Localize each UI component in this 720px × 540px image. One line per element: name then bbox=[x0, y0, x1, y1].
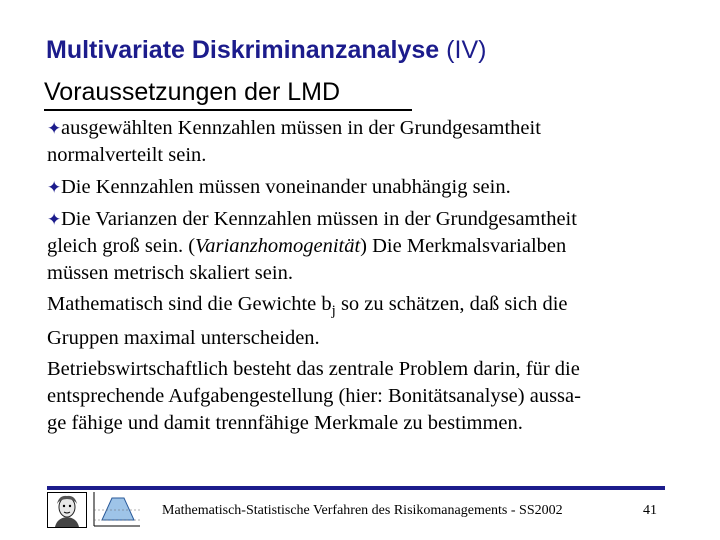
page-number: 41 bbox=[643, 503, 657, 518]
bullet-item bbox=[47, 115, 687, 169]
math-paragraph bbox=[47, 291, 687, 352]
subtitle-underline bbox=[44, 109, 412, 111]
slide-title bbox=[46, 36, 486, 65]
portrait-logo-icon bbox=[47, 492, 87, 528]
bullet-item bbox=[47, 206, 687, 287]
bullet-text: müssen metrisch skaliert sein. bbox=[47, 262, 293, 284]
paragraph-text: so zu schätzen, daß sich die bbox=[335, 293, 568, 315]
star-bullet-icon: ✦ bbox=[47, 178, 62, 197]
paragraph-text: Gruppen maximal unterscheiden. bbox=[47, 327, 320, 349]
emphasis-text: Varianzhomogenität bbox=[195, 235, 361, 257]
paragraph-text: Mathematisch sind die Gewichte b bbox=[47, 293, 332, 315]
star-bullet-icon: ✦ bbox=[47, 210, 62, 229]
slide-subtitle: Voraussetzungen der LMD bbox=[44, 78, 341, 106]
subscript-text: j bbox=[331, 303, 336, 319]
distribution-graph-icon bbox=[90, 490, 142, 530]
bullet-text: ) Die Merkmalsvarialben bbox=[360, 235, 567, 257]
bullet-text: normalverteilt sein. bbox=[47, 144, 207, 166]
title-suffix: (IV) bbox=[446, 36, 487, 64]
bullet-text: gleich groß sein. ( bbox=[47, 235, 196, 257]
title-main: Multivariate Diskriminanzanalyse bbox=[46, 36, 440, 64]
paragraph-text: Betriebswirtschaftlich besteht das zentrale Problem darin, für die bbox=[47, 358, 580, 380]
paragraph-text: ge fähige und damit trennfähige Merkmale zu bestimmen. bbox=[47, 412, 523, 434]
slide-body bbox=[47, 115, 687, 437]
paragraph-text: entsprechende Aufgabengestellung (hier: Bonitätsanalyse) aussa- bbox=[47, 385, 581, 407]
bullet-text: Die Varianzen der Kennzahlen müssen in der Grundgesamtheit bbox=[61, 208, 577, 230]
footer-text: Mathematisch-Statistische Verfahren des Risikomanagements - SS2002 bbox=[162, 503, 563, 518]
star-bullet-icon: ✦ bbox=[47, 119, 62, 138]
bullet-text: ausgewählten Kennzahlen müssen in der Grundgesamtheit bbox=[61, 117, 541, 139]
bullet-text: Die Kennzahlen müssen voneinander unabhängig sein. bbox=[61, 176, 511, 198]
business-paragraph bbox=[47, 356, 687, 437]
bullet-item bbox=[47, 174, 687, 201]
